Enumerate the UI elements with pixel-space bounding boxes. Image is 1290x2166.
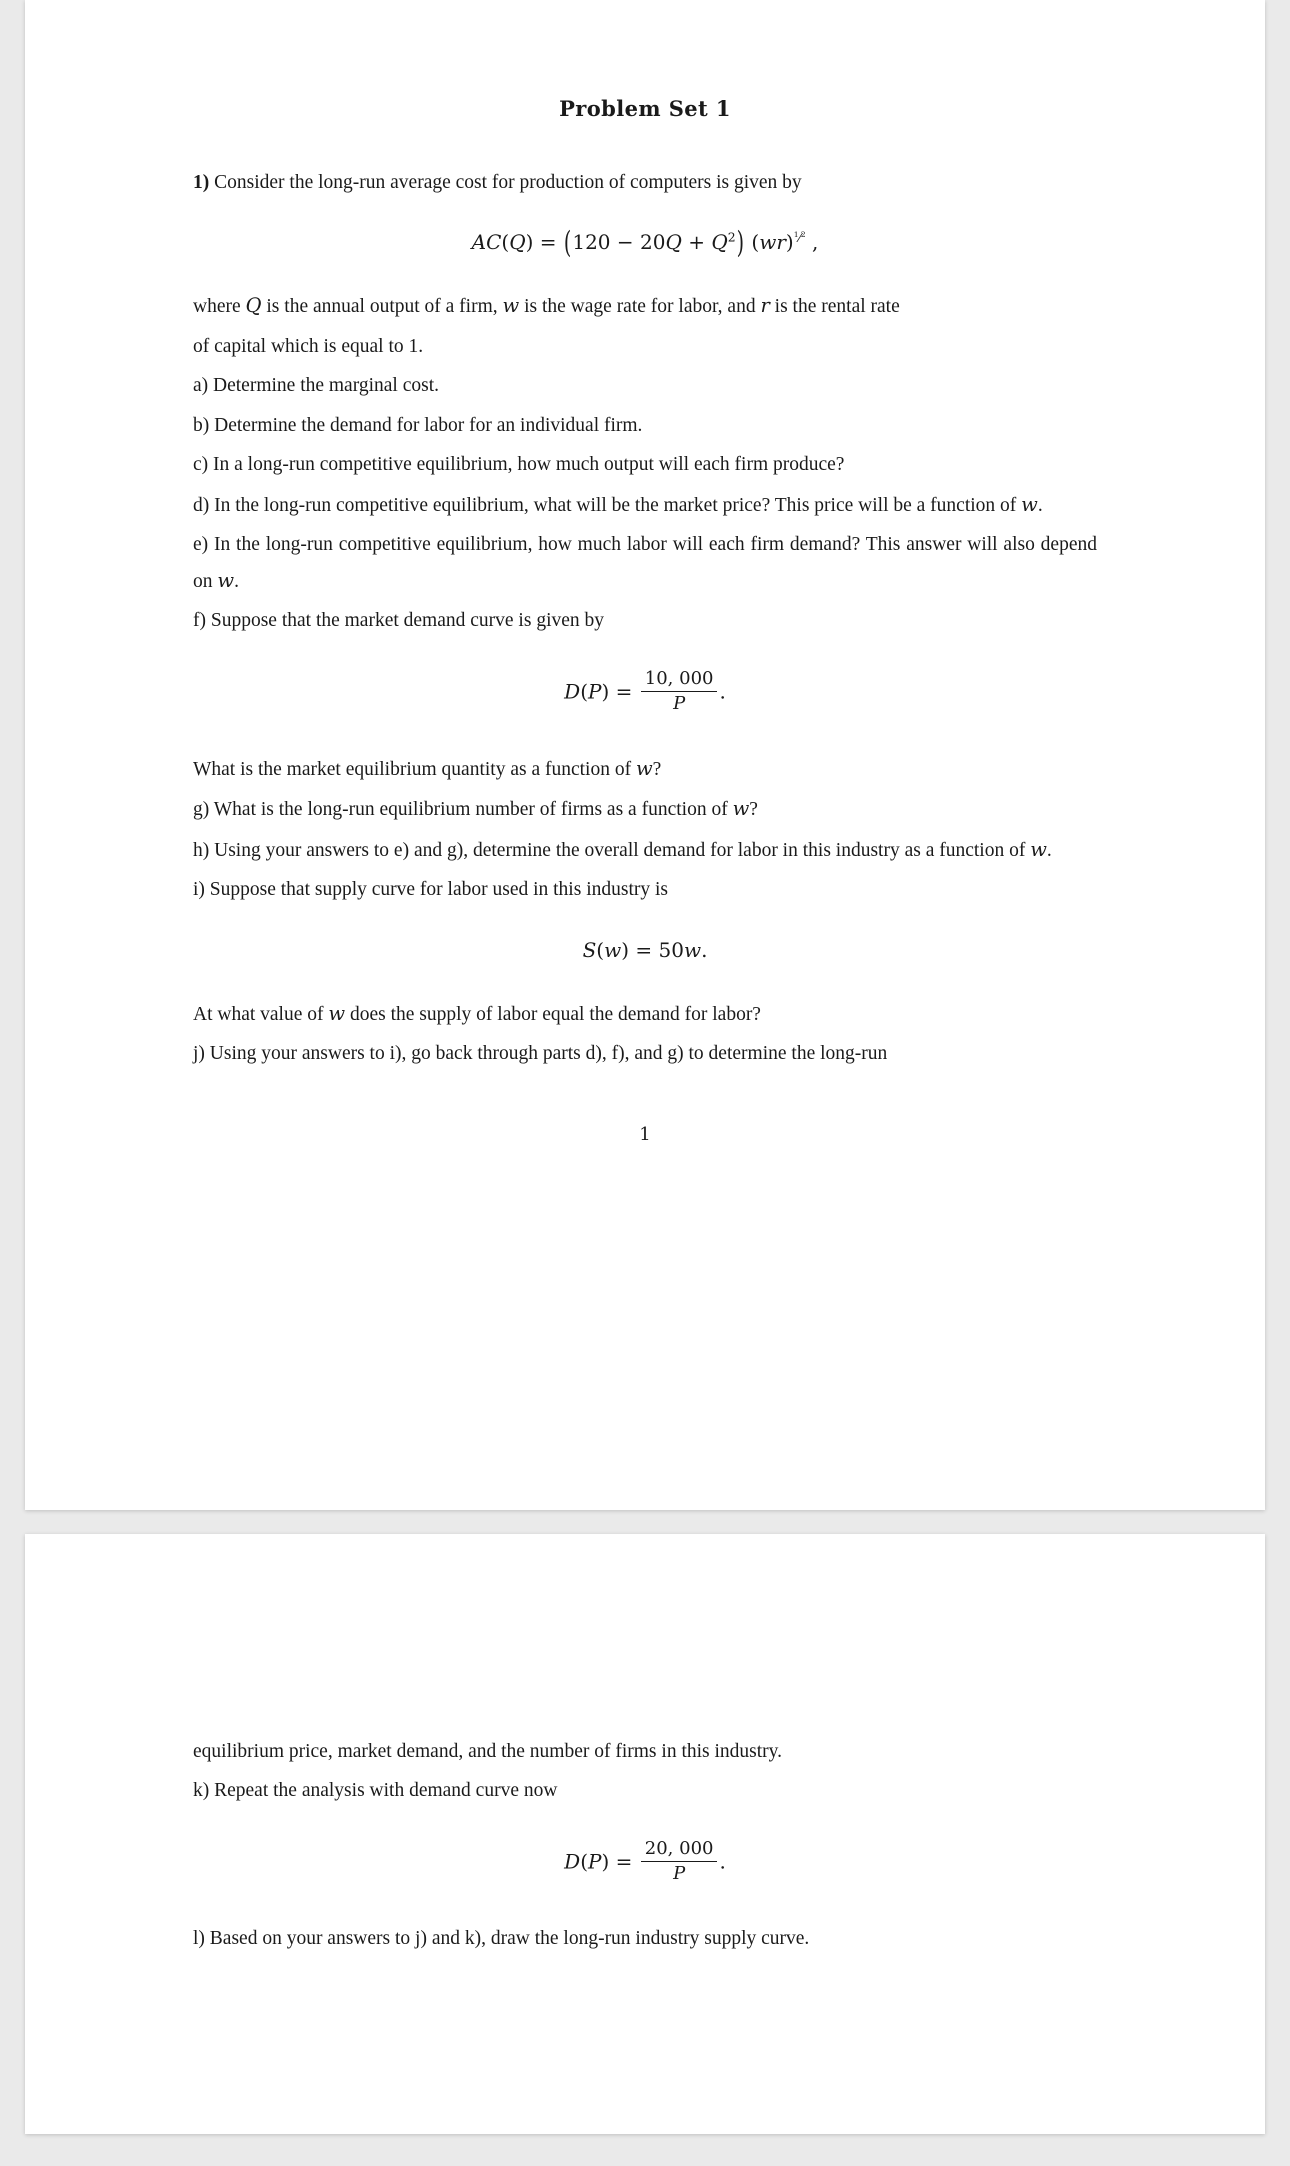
variable-w: w <box>502 294 520 318</box>
fraction-demand <box>641 668 718 716</box>
item-d: d) In the long-run competitive equilibrium, what will be the market price? This price will be a function of w. <box>193 492 1043 516</box>
item-l: l) Based on your answers to j) and k), draw the long-run industry supply curve. <box>193 1927 810 1949</box>
after-supply-question: At what value of w does the supply of labor equal the demand for labor? <box>193 1001 761 1025</box>
where-text-4: is the rental rate <box>769 296 900 318</box>
document-page-2 <box>25 1534 1265 2134</box>
where-text-1: where <box>193 296 246 318</box>
item-a: a) Determine the marginal cost. <box>193 375 440 397</box>
equation-market-demand-2: D(P) = $\frac{20, 000}{P}$ . <box>564 1837 726 1885</box>
item-i: i) Suppose that supply curve for labor used in this industry is <box>193 879 668 901</box>
problem-number: 1) <box>193 172 210 193</box>
page2-continuation: equilibrium price, market demand, and the number of firms in this industry. <box>193 1741 783 1762</box>
equation-trailer: . <box>719 679 726 704</box>
fraction-denominator-2: P <box>673 1863 686 1885</box>
item-f: f) Suppose that the market demand curve is given by <box>193 610 605 632</box>
variable-r: r <box>760 294 770 318</box>
item-h: h) Using your answers to e) and g), determine the overall demand for labor in this industry as a function of w. <box>193 837 1052 861</box>
where-clause-line2: of capital which is equal to 1. <box>193 335 424 357</box>
item-e: e) In the long-run competitive equilibrium, how much labor will each firm demand? This answer will also depend on w. <box>193 534 1097 592</box>
item-j: j) Using your answers to i), go back through parts d), f), and g) to determine the long-run <box>193 1043 888 1065</box>
where-text-2: is the annual output of a firm, <box>261 296 503 318</box>
problem-1-intro-text: Consider the long-run average cost for production of computers is given by <box>209 172 802 193</box>
equation-average-cost: $AC(Q) = (120 - 20Q + Q^2)$ (wr)$^{^1⁄^2}$ , <box>471 226 819 261</box>
after-demand-question: What is the market equilibrium quantity as a function of w? <box>193 756 662 780</box>
item-b: b) Determine the demand for labor for an individual firm. <box>193 414 643 436</box>
equation-labor-supply: S(w) = 50w. <box>582 937 708 962</box>
where-text-3: is the wage rate for labor, and <box>519 296 761 318</box>
fraction-numerator-2: 20, 000 <box>641 1838 718 1863</box>
item-g: g) What is the long-run equilibrium number of firms as a function of w? <box>193 797 758 821</box>
fraction-demand-2 <box>641 1838 718 1886</box>
page-number: 1 <box>639 1123 651 1145</box>
document-page-1 <box>25 0 1265 1510</box>
equation-market-demand: D(P) = $\frac{10, 000}{P}$ . <box>564 667 726 715</box>
where-clause <box>193 288 1097 324</box>
fraction-denominator: P <box>673 693 686 715</box>
equation-trailer-2: . <box>719 1849 726 1874</box>
variable-Q: Q <box>245 294 262 318</box>
problem-1-intro <box>193 165 1097 200</box>
page-separator <box>0 1510 1290 1534</box>
page-title: Problem Set 1 <box>559 96 731 121</box>
item-c: c) In a long-run competitive equilibrium, how much output will each firm produce? <box>193 454 845 476</box>
item-k: k) Repeat the analysis with demand curve now <box>193 1780 558 1802</box>
fraction-numerator: 10, 000 <box>641 668 718 693</box>
